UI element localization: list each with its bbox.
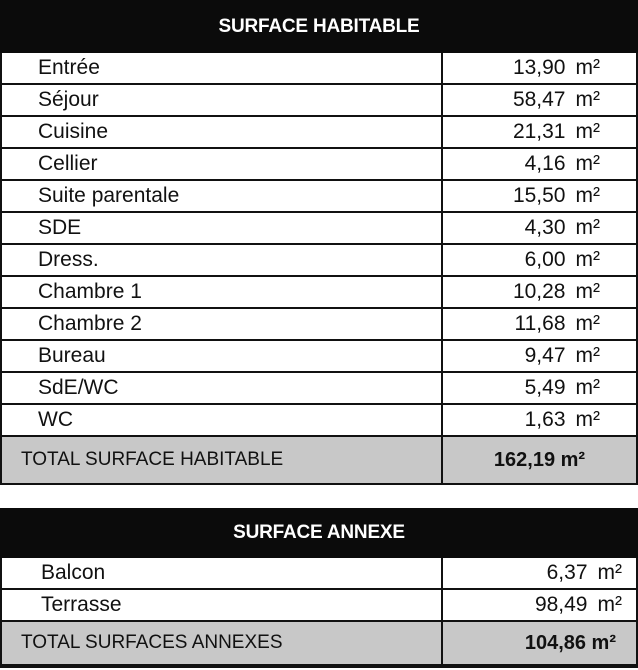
room-label: Terrasse — [2, 590, 443, 620]
habitable-body — [0, 53, 638, 485]
table-row — [2, 245, 636, 277]
annexe-header — [0, 508, 638, 558]
room-label: Balcon — [2, 558, 443, 588]
area-value: 5,49 — [524, 376, 566, 399]
area-unit: m² — [575, 184, 600, 207]
table-row — [2, 590, 636, 622]
area-value: 58,47 — [512, 88, 566, 111]
area-value: 4,16 — [524, 152, 566, 175]
area-value: 9,47 — [524, 344, 566, 367]
area-value: 6,37 — [546, 561, 588, 584]
area-unit: m² — [575, 120, 600, 143]
area-value: 98,49 — [534, 593, 588, 616]
room-label: Séjour — [2, 85, 443, 115]
area-value: 15,50 — [512, 184, 566, 207]
area-unit: m² — [575, 376, 600, 399]
table-row — [2, 277, 636, 309]
area-unit: m² — [575, 56, 600, 79]
habitable-total-row — [2, 437, 636, 483]
room-label: Chambre 2 — [2, 309, 443, 339]
table-row — [2, 558, 636, 590]
area-unit: m² — [575, 216, 600, 239]
total-label: TOTAL SURFACE HABITABLE — [2, 437, 443, 483]
area-unit: m² — [575, 88, 600, 111]
area-unit: m² — [597, 561, 622, 584]
habitable-title: SURFACE HABITABLE — [218, 15, 420, 37]
area-value: 10,28 — [512, 280, 566, 303]
area-unit: m² — [575, 280, 600, 303]
table-row — [2, 117, 636, 149]
table-row — [2, 149, 636, 181]
total-label: TOTAL SURFACES ANNEXES — [2, 622, 443, 664]
table-row — [2, 405, 636, 437]
annexe-title: SURFACE ANNEXE — [233, 522, 405, 543]
room-label: Bureau — [2, 341, 443, 371]
room-label: WC — [2, 405, 443, 435]
total-value: 104,86 m² — [524, 631, 616, 654]
area-value: 1,63 — [524, 408, 566, 431]
room-label: Entrée — [2, 53, 443, 83]
room-label: Cellier — [2, 149, 443, 179]
area-value: 11,68 — [514, 312, 566, 335]
room-label: Cuisine — [2, 117, 443, 147]
table-row — [2, 53, 636, 85]
room-label: Dress. — [2, 245, 443, 275]
table-row — [2, 341, 636, 373]
table-row — [2, 213, 636, 245]
area-value: 4,30 — [524, 216, 566, 239]
area-value: 6,00 — [524, 248, 566, 271]
table-row — [2, 373, 636, 405]
annexe-total-row — [2, 622, 636, 666]
total-value: 162,19 m² — [493, 448, 586, 471]
habitable-header — [0, 0, 638, 53]
area-value: 21,31 — [512, 120, 566, 143]
annexe-table — [0, 508, 638, 668]
table-row — [2, 181, 636, 213]
table-row — [2, 85, 636, 117]
area-unit: m² — [575, 408, 600, 431]
room-label: SdE/WC — [2, 373, 443, 403]
annexe-body — [0, 558, 638, 668]
area-unit: m² — [575, 312, 600, 335]
room-label: Chambre 1 — [2, 277, 443, 307]
table-row — [2, 309, 636, 341]
area-unit: m² — [597, 593, 622, 616]
area-value: 13,90 — [512, 56, 566, 79]
area-unit: m² — [575, 344, 600, 367]
area-unit: m² — [575, 152, 600, 175]
room-label: Suite parentale — [2, 181, 443, 211]
room-label: SDE — [2, 213, 443, 243]
area-unit: m² — [575, 248, 600, 271]
